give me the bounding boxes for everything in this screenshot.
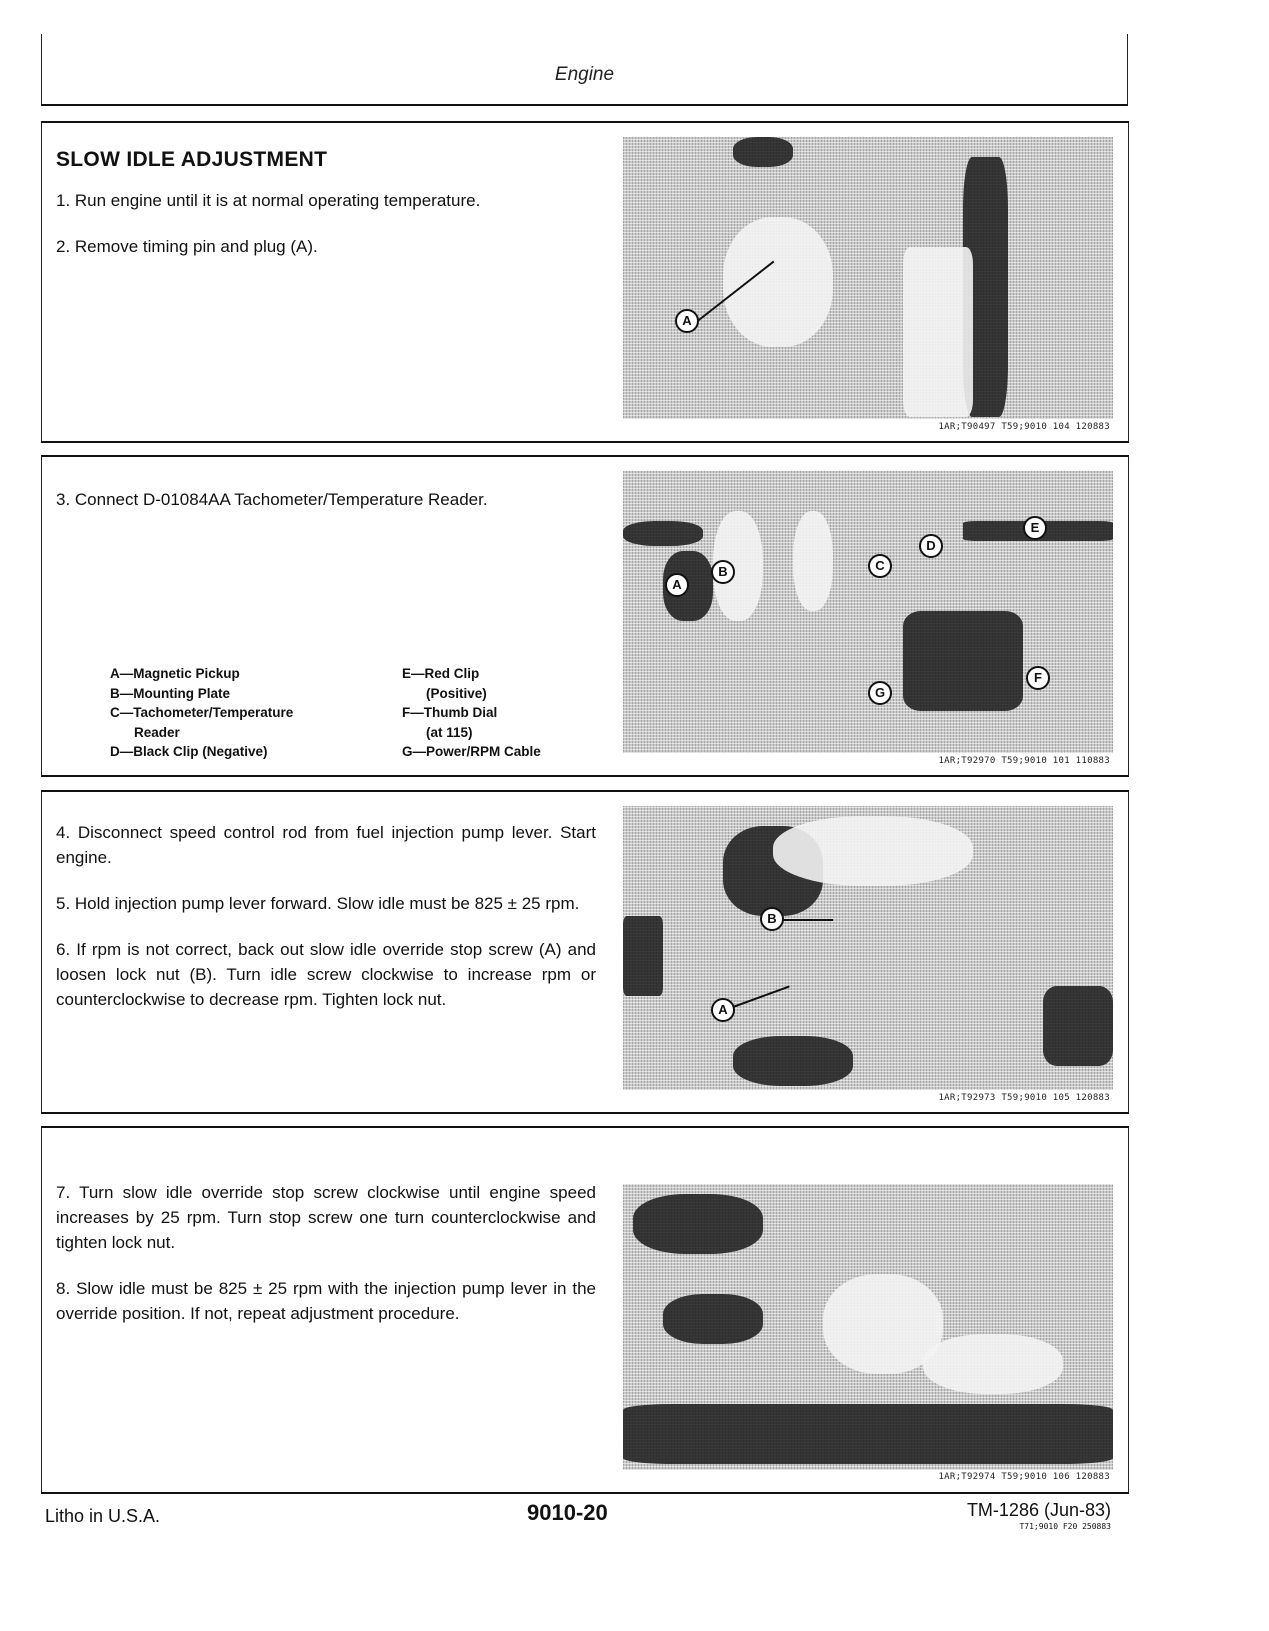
callout-f: F [1026, 666, 1050, 690]
page-header [41, 34, 1128, 106]
section-text [56, 1180, 596, 1347]
step-6: 6. If rpm is not correct, back out slow idle override stop screw (A) and loosen lock nut (B). Turn idle screw clockwise to increase rpm or counterclockwise to decrease rpm. Tighten lock nut. [56, 940, 596, 1009]
photo-injection-pump [623, 806, 1113, 1090]
legend-right [402, 664, 541, 762]
photo-code: 1AR;T92970 T59;9010 101 110883 [938, 756, 1110, 766]
legend-item-f-cont: (at 115) [426, 724, 473, 740]
callout-g: G [868, 681, 892, 705]
section-slow-idle-intro [41, 121, 1129, 443]
page-number: 9010-20 [527, 1500, 608, 1525]
callout-a: A [711, 998, 735, 1022]
callout-e: E [1023, 516, 1047, 540]
section-title: SLOW IDLE ADJUSTMENT [56, 148, 328, 171]
section-connect-tachometer [41, 455, 1129, 777]
document-code: T71;9010 F20 250883 [1019, 1522, 1111, 1531]
legend-left [110, 664, 293, 762]
photo-code: 1AR;T92973 T59;9010 105 120883 [938, 1093, 1110, 1103]
section-text [56, 147, 596, 280]
footer-printer-note: Litho in U.S.A. [45, 1506, 161, 1526]
photo-override-screw [623, 1184, 1113, 1470]
section-text [56, 487, 596, 533]
photo-code: 1AR;T92974 T59;9010 106 120883 [938, 1472, 1110, 1482]
callout-d: D [919, 534, 943, 558]
callout-b: B [711, 560, 735, 584]
section-override-stop [41, 1126, 1129, 1494]
document-id: TM-1286 (Jun-83) [966, 1500, 1111, 1520]
section-set-slow-idle [41, 790, 1129, 1114]
legend-item-b: B—Mounting Plate [110, 685, 230, 701]
step-2: 2. Remove timing pin and plug (A). [56, 237, 318, 256]
step-3: 3. Connect D-01084AA Tachometer/Temperature Reader. [56, 490, 488, 509]
step-5: 5. Hold injection pump lever forward. Slow idle must be 825 ± 25 rpm. [56, 894, 580, 913]
callout-b: B [760, 907, 784, 931]
legend-item-d: D—Black Clip (Negative) [110, 744, 268, 759]
callout-a: A [675, 309, 699, 333]
legend-item-e-cont: (Positive) [426, 685, 487, 701]
callout-c: C [868, 554, 892, 578]
step-8: 8. Slow idle must be 825 ± 25 rpm with the injection pump lever in the override position. If not, repeat adjustment procedure. [56, 1279, 596, 1323]
legend-item-a: A—Magnetic Pickup [110, 666, 240, 681]
step-7: 7. Turn slow idle override stop screw clockwise until engine speed increases by 25 rpm. Turn stop screw one turn counterclockwise and tighten lock nut. [56, 1183, 596, 1252]
legend-item-f: F—Thumb Dial [402, 705, 498, 720]
step-4: 4. Disconnect speed control rod from fuel injection pump lever. Start engine. [56, 823, 596, 867]
step-1: 1. Run engine until it is at normal operating temperature. [56, 191, 481, 210]
legend-item-g: G—Power/RPM Cable [402, 744, 541, 759]
legend-item-c-cont: Reader [134, 724, 180, 740]
photo-timing-pin [623, 137, 1113, 419]
legend-item-c: C—Tachometer/Temperature [110, 705, 294, 720]
section-text [56, 820, 596, 1033]
legend-item-e: E—Red Clip [402, 666, 480, 681]
header-title: Engine [554, 64, 615, 85]
callout-a: A [665, 573, 689, 597]
photo-tachometer-setup [623, 471, 1113, 753]
photo-code: 1AR;T90497 T59;9010 104 120883 [938, 422, 1110, 432]
